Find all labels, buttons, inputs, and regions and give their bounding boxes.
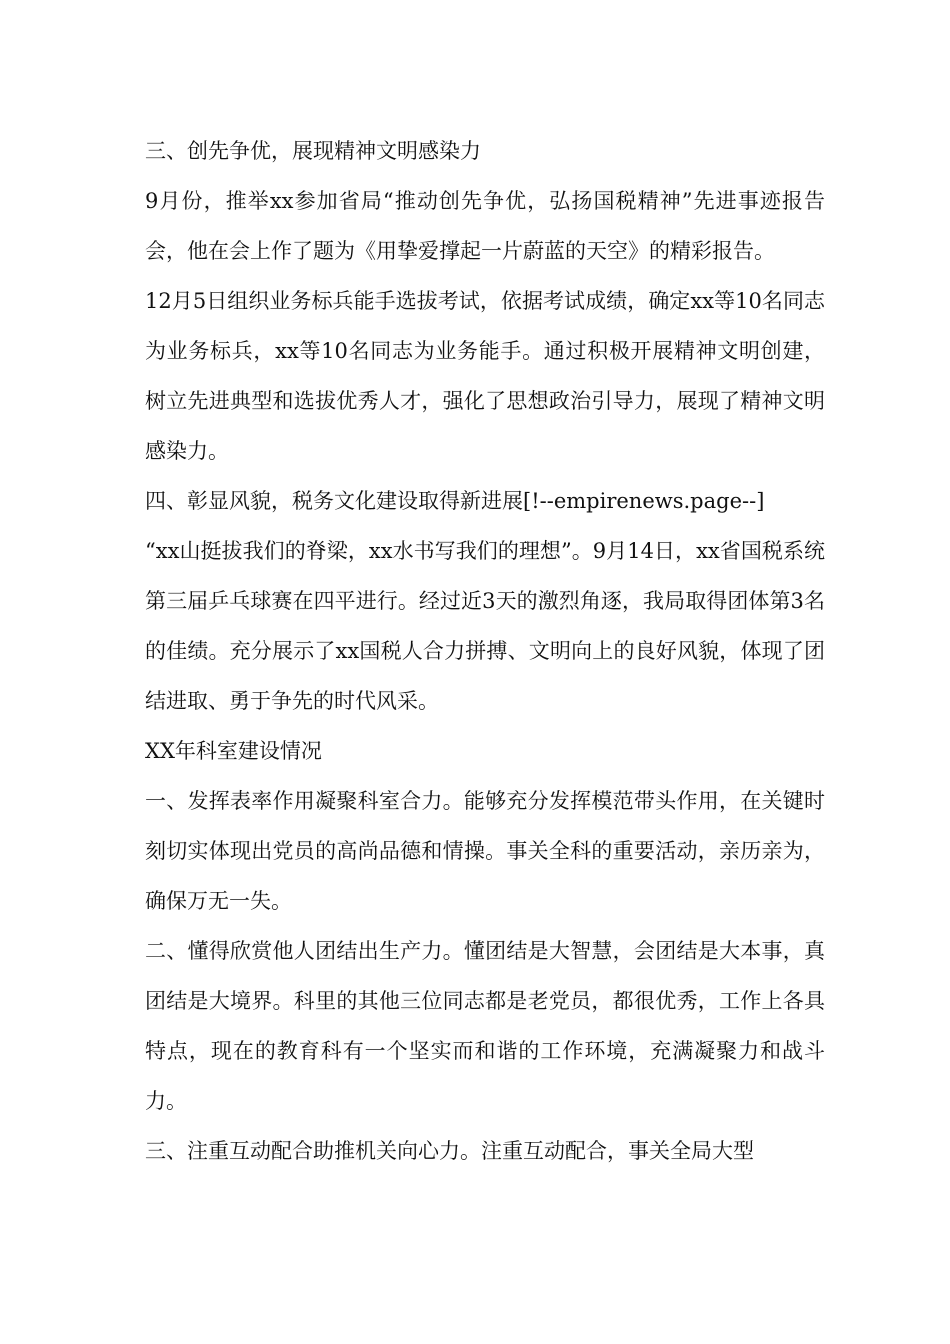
paragraph-item-1: 一、发挥表率作用凝聚科室合力。能够充分发挥模范带头作用，在关键时刻切实体现出党员的高尚品德和情操。事关全科的重要活动，亲历亲为，确保万无一失。 — [145, 789, 825, 913]
paragraph-table-tennis: “xx山挺拔我们的脊梁，xx水书写我们的理想”。9月14日，xx省国税系统第三届乒乓球赛在四平进行。经过近3天的激烈角逐，我局取得团体第3名的佳绩。充分展示了xx国税人合力拼搏、文明向上的良好风貌，体现了团结进取、勇于争先的时代风采。 — [145, 539, 825, 713]
document-body — [145, 126, 825, 1176]
paragraph-item-2: 二、懂得欣赏他人团结出生产力。懂团结是大智慧，会团结是大本事，真团结是大境界。科里的其他三位同志都是老党员，都很优秀，工作上各具特点，现在的教育科有一个坚实而和谐的工作环境，充满凝聚力和战斗力。 — [145, 939, 825, 1113]
paragraph-report-meeting: 9月份，推举xx参加省局“推动创先争优，弘扬国税精神”先进事迹报告会，他在会上作了题为《用挚爱撑起一片蔚蓝的天空》的精彩报告。 — [145, 189, 825, 263]
paragraph-item-3: 三、注重互动配合助推机关向心力。注重互动配合，事关全局大型 — [145, 1139, 754, 1163]
paragraph-heading-3: 三、创先争优，展现精神文明感染力 — [145, 139, 481, 163]
paragraph-skills-exam: 12月5日组织业务标兵能手选拔考试，依据考试成绩，确定xx等10名同志为业务标兵，xx等10名同志为业务能手。通过积极开展精神文明创建，树立先进典型和选拔优秀人才，强化了思想政治引导力，展现了精神文明感染力。 — [145, 289, 825, 463]
section-title: XX年科室建设情况 — [145, 739, 322, 763]
paragraph-heading-4: 四、彰显风貌，税务文化建设取得新进展[!--empirenews.page--] — [145, 489, 765, 513]
